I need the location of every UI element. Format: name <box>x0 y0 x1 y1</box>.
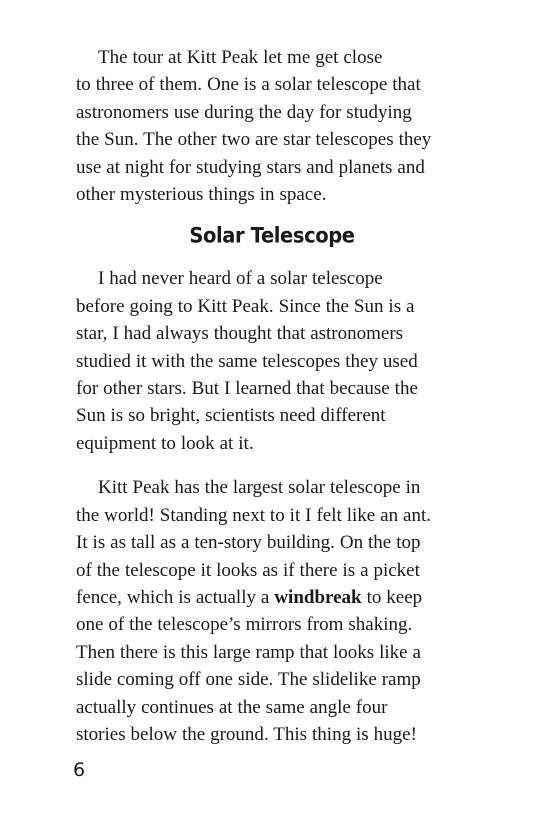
glossary-term: windbreak <box>274 586 362 608</box>
text-line: use at night for studying stars and planets and <box>76 156 425 178</box>
text-fragment: fence, which is actually a <box>76 586 270 608</box>
text-line: the world! Standing next to it I felt like an ant. <box>76 504 432 526</box>
text-line: one of the telescope’s mirrors from shaking. <box>76 614 413 636</box>
text-line: Then there is this large ramp that looks like a <box>76 641 421 663</box>
text-line: Sun is so bright, scientists need different <box>76 405 386 427</box>
text-line: other mysterious things in space. <box>76 184 327 206</box>
paragraph-solar-intro <box>76 265 468 457</box>
text-line: astronomers use during the day for studying <box>76 101 412 123</box>
text-line: The tour at Kitt Peak let me get close <box>98 47 383 68</box>
section-heading: Solar Telescope <box>189 223 355 249</box>
text-line: slide coming off one side. The slidelike ramp <box>76 669 421 691</box>
text-line: equipment to look at it. <box>76 432 254 454</box>
text-line: the Sun. The other two are star telescopes they <box>76 129 432 151</box>
text-line: studied it with the same telescopes they used <box>76 350 418 372</box>
text-line: star, I had always thought that astronomers <box>76 323 404 345</box>
text-line: actually continues at the same angle four <box>76 696 388 718</box>
paragraph-largest-telescope <box>76 474 468 748</box>
text-line: for other stars. But I learned that because the <box>76 378 418 400</box>
text-line-with-term <box>76 584 468 611</box>
page-body <box>76 44 468 748</box>
page-number: 6 <box>73 759 86 781</box>
text-line: before going to Kitt Peak. Since the Sun is a <box>76 295 415 317</box>
text-line: I had never heard of a solar telescope <box>98 268 383 290</box>
text-line: stories below the ground. This thing is huge! <box>76 723 417 745</box>
text-line: Kitt Peak has the largest solar telescope in <box>98 477 421 499</box>
text-line: of the telescope it looks as if there is a picket <box>76 559 420 581</box>
text-line: to three of them. One is a solar telescope that <box>76 74 421 96</box>
paragraph-tour <box>76 44 468 208</box>
text-fragment: to keep <box>366 586 423 608</box>
text-line: It is as tall as a ten-story building. On the top <box>76 532 421 554</box>
